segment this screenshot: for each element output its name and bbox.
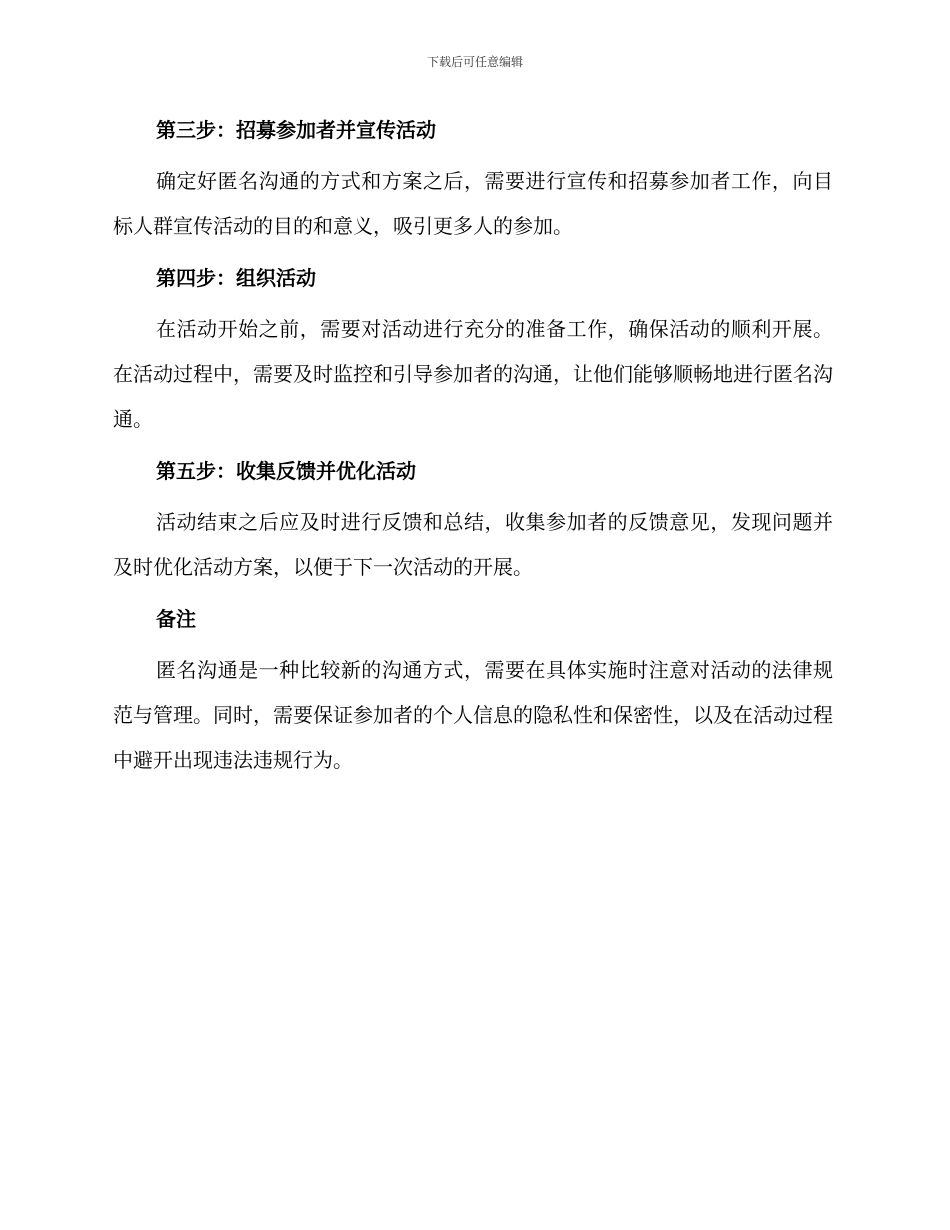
page-header: 下载后可任意编辑 [426,55,523,69]
section-paragraph-step-4: 在活动开始之前，需要对活动进行充分的准备工作，确保活动的顺利开展。在活动过程中，需要及时监控和引导参加者的沟通，让他们能够顺畅地进行匿名沟通。 [113,317,833,431]
section-heading-step-4: 第四步：组织活动 [156,266,316,290]
section-paragraph-step-3: 确定好匿名沟通的方式和方案之后，需要进行宣传和招募参加者工作，向目标人群宣传活动的目的和意义，吸引更多人的参加。 [113,169,833,238]
section-heading-step-3: 第三步：招募参加者并宣传活动 [156,118,436,142]
section-heading-step-5: 第五步：收集反馈并优化活动 [156,459,416,483]
section-paragraph-step-5: 活动结束之后应及时进行反馈和总结，收集参加者的反馈意见，发现问题并及时优化活动方案，以便于下一次活动的开展。 [113,510,833,579]
section-heading-note: 备注 [156,607,196,631]
document-body [113,112,833,783]
section-paragraph-note: 匿名沟通是一种比较新的沟通方式，需要在具体实施时注意对活动的法律规范与管理。同时，需要保证参加者的个人信息的隐私性和保密性，以及在活动过程中避开出现违法违规行为。 [113,658,833,772]
